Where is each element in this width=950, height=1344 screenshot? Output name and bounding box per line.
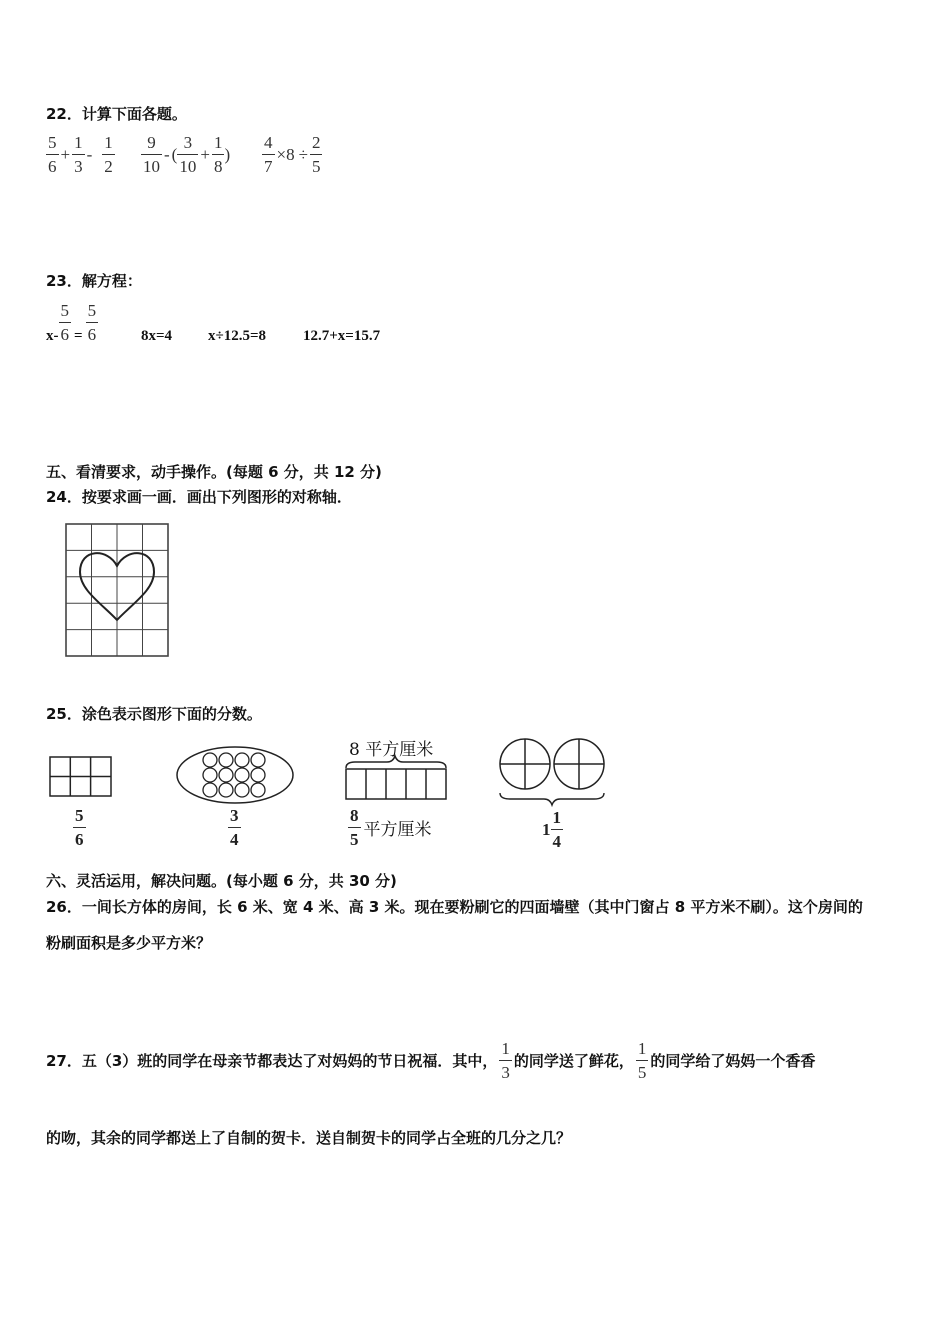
q22-title: 22．计算下面各题。 [46, 105, 187, 123]
fraction: $\frac{1}{5}$ [637, 1039, 647, 1082]
q22-expression-3: $\frac{4}{7}$ ×8 ÷ $\frac{2}{5}$ [264, 133, 321, 176]
fraction: $\frac{5}{6}$ [60, 301, 69, 344]
q26-line-2: 粉刷面积是多少平方米？ [46, 934, 212, 952]
heart-grid-figure [62, 520, 174, 660]
fraction: $\frac{5}{6}$ [48, 133, 57, 176]
fraction: $\frac{1}{3}$ [501, 1039, 510, 1082]
fig3-top-label: 8 平方厘米 [349, 740, 434, 760]
q26-line-1: 26．一间长方体的房间，长 6 米、宽 4 米、高 3 米。现在要粉刷它的四面墙壁（其中门窗占 8 平方米不刷）。这个房间的 [46, 898, 863, 916]
fig2-fraction: $\frac{3}{4}$ [230, 806, 239, 849]
circles-oval-figure [175, 745, 295, 805]
q27-line-2: 的吻，其余的同学都送上了自制的贺卡．送自制贺卡的同学占全班的几分之几？ [46, 1129, 572, 1147]
section-6-title: 六、灵活运用，解决问题。(每小题 6 分，共 30 分) [46, 872, 397, 890]
q23-equation-4: 12.7+x=15.7 [303, 328, 381, 344]
q25-title: 25．涂色表示图形下面的分数。 [46, 705, 262, 723]
fig1-fraction: $\frac{5}{6}$ [75, 806, 84, 849]
fraction: $\frac{9}{10}$ [143, 133, 160, 176]
q23-title: 23．解方程： [46, 272, 142, 290]
rectangle-grid-figure [48, 755, 114, 799]
fraction: $\frac{4}{7}$ [264, 133, 273, 176]
q23-equation-3: x÷12.5=8 [208, 328, 267, 344]
fraction: $\frac{1}{2}$ [104, 133, 113, 176]
q22-expression-2: $\frac{9}{10}$ - ( $\frac{3}{10}$ + $\frac{1}{8}$ ) [143, 133, 231, 176]
fig4-mixed-fraction: 1 $\frac{1}{4}$ [542, 808, 561, 851]
fraction: $\frac{5}{6}$ [87, 301, 97, 344]
two-circles-figure [496, 735, 610, 807]
fraction: $\frac{1}{8}$ [213, 133, 223, 176]
section-5-title: 五、看清要求，动手操作。(每题 6 分，共 12 分) [46, 463, 382, 481]
q27-line-1: 27．五（3）班的同学在母亲节都表达了对妈妈的节日祝福．其中， $\frac{1}{3}$ 的同学送了鲜花， $\frac{1}{5}$ 的同学给了妈妈一个香香 [46, 1039, 816, 1082]
q22-expression-1: $\frac{5}{6}$ + $\frac{1}{3}$ - $\frac{1}{2}$ [48, 133, 113, 176]
fraction: $\frac{3}{10}$ [179, 133, 197, 176]
fraction: $\frac{2}{5}$ [311, 133, 321, 176]
brace-bar-figure [343, 754, 449, 802]
q23-equation-1: x- $\frac{5}{6}$ = $\frac{5}{6}$ [46, 301, 97, 344]
fig3-fraction: $\frac{8}{5}$ 平方厘米 [350, 806, 432, 849]
fraction: $\frac{1}{3}$ [74, 133, 83, 176]
q24-title: 24．按要求画一画．画出下列图形的对称轴． [46, 488, 352, 506]
q23-equation-2: 8x=4 [141, 328, 173, 344]
